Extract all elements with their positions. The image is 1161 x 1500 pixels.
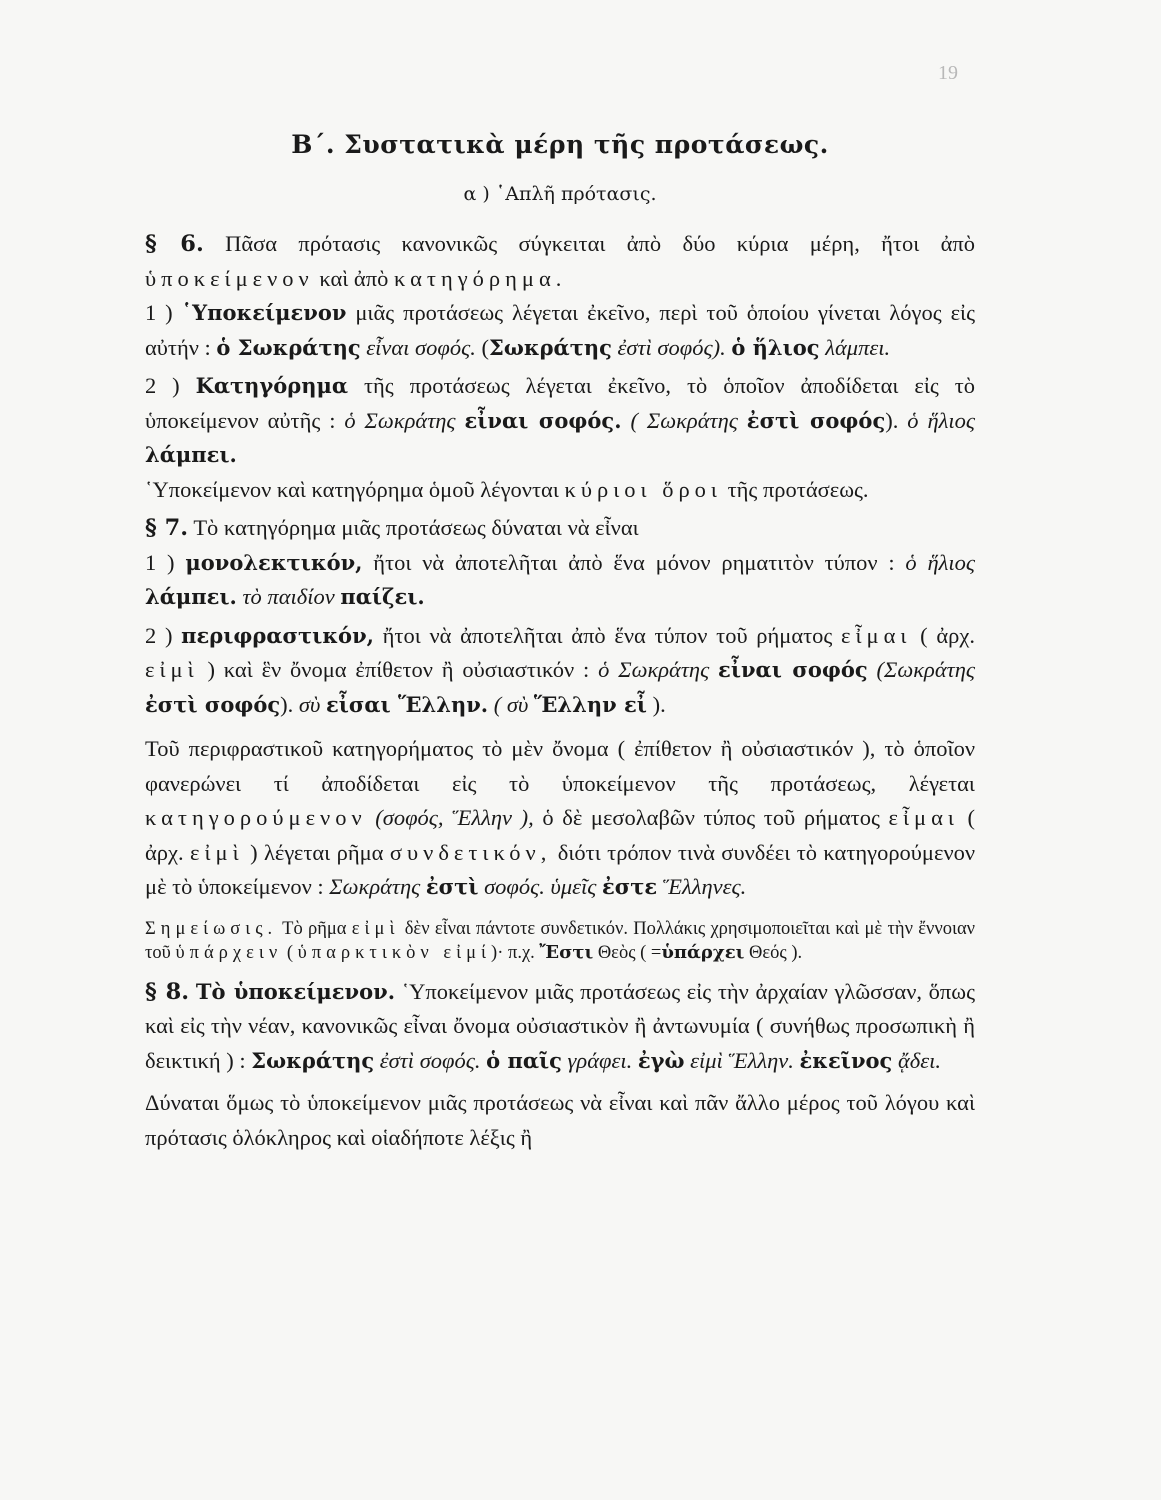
text: ( — [286, 942, 294, 963]
bold-example: εἶναι σοφός — [718, 657, 868, 682]
bold-example: ὁ ἥλιος — [731, 334, 820, 360]
italic-example: ( Σωκράτης — [630, 407, 738, 433]
section-mark: § 7. — [145, 515, 189, 541]
note-label: Σημείωσις. — [145, 918, 278, 939]
italic-example: ὁ Σωκράτης — [344, 407, 456, 433]
spaced-term: ὑπάρχειν — [175, 942, 283, 963]
italic-example: σὺ — [298, 691, 321, 717]
paragraph-section-6 — [145, 227, 975, 296]
page-number: 19 — [938, 62, 958, 84]
text: μιᾶς προτάσεως λέγεται ἐκεῖνο, περὶ τοῦ ὁποίου γίνεται λόγος εἰς αὐτήν : — [145, 300, 975, 360]
bold-example: εἶσαι Ἕλλην. — [325, 691, 489, 717]
bold-example: ἐκεῖνος — [799, 1047, 893, 1073]
italic-example: ( σὺ — [493, 691, 529, 717]
text: δὲν εἶναι πάντοτε συνδετικόν. Πολλάκις χρησιμοποιεῖται καὶ μὲ τὴν ἔννοιαν τοῦ — [145, 918, 975, 963]
text: ἤτοι νὰ ἀποτελῆται ἀπὸ ἕνα μόνον ρηματιτὸν τύπον : — [373, 549, 895, 575]
italic-example: ἐστὶ σοφός). — [617, 334, 726, 360]
bold-example: Σωκράτης — [488, 334, 612, 360]
spaced-term: ὑπαρκτικὸν εἰμί — [297, 942, 492, 963]
paragraph-main-terms — [145, 473, 975, 508]
spaced-term: κατηγορούμενον — [145, 805, 367, 830]
text: Τοῦ περιφραστικοῦ κατηγορήματος τὸ μὲν ὄνομα ( ἐπίθετον ἢ οὐσιαστικόν ), τὸ ὁποῖον φανερώνει τί ἀποδίδεται εἰς τὸ ὑποκείμενον τῆς προτάσεως, λέγεται — [145, 736, 975, 796]
note-paragraph — [145, 917, 975, 965]
text: ῾Υποκείμενον μιᾶς προτάσεως εἰς τὴν ἀρχαίαν γλῶσσαν, ὅπως καὶ εἰς τὴν νέαν, κανονικῶς εἶναι ὄνομα οὐσιαστικὸν ἢ ἀντωνυμία ( συνήθως προσωπικὴ ἢ δεικτική ) : — [145, 978, 975, 1073]
text: τῆς προτάσεως. — [727, 476, 869, 502]
text: διότι τρόπον τινὰ συνδέει τὸ κατηγορούμενον μὲ τὸ ὑποκείμενον : — [145, 839, 976, 899]
text: ἤτοι νὰ ἀποτελῆται ἀπὸ ἕνα τύπον τοῦ ρήματος — [382, 622, 833, 648]
text: ). — [652, 691, 666, 717]
bold-example: ἐστὶ — [425, 874, 479, 899]
text: ( — [481, 334, 489, 360]
text: ῾Υποκείμενον καὶ κατηγόρημα ὁμοῦ λέγονται — [145, 476, 559, 502]
text: ) λέγεται ρῆμα — [250, 839, 384, 865]
bold-example: ἐστὶ σοφός — [145, 691, 281, 717]
spaced-term: εἶμαι — [841, 622, 912, 648]
bold-example: ὁ παῖς — [486, 1047, 562, 1073]
italic-example: ᾄδει. — [897, 1047, 941, 1073]
bold-term: ῾Υποκείμενον — [181, 300, 347, 325]
italic-example: ὁ ἥλιος — [905, 549, 976, 575]
section-mark: § 6. — [145, 231, 204, 257]
bold-example: Σωκράτης — [251, 1047, 375, 1073]
italic-example: εἶναι σοφός. — [366, 334, 476, 360]
italic-example: (Σωκράτης — [876, 657, 976, 682]
paragraph-subject-definition — [145, 296, 975, 365]
text: ὁ δὲ μεσολαβῶν τύπος τοῦ ρήματος — [542, 805, 880, 830]
bold-example: ὁ Σωκράτης — [216, 334, 361, 360]
text: Τὸ ρῆμα — [282, 918, 347, 939]
bold-example: ἐστε — [602, 874, 658, 899]
text: ) καὶ ἓν ὄνομα ἐπίθετον ἢ οὐσιαστικόν : — [207, 657, 590, 682]
bold-example: παίζει. — [340, 584, 425, 609]
text: τῆς προτάσεως λέγεται ἐκεῖνο, τὸ ὁποῖον ἀποδίδεται εἰς τὸ ὑποκείμενον αὐτῆς : — [145, 373, 976, 433]
spaced-term: εἶμαι — [888, 805, 959, 830]
italic-example: λάμπει. — [825, 334, 891, 360]
paragraph-other-subjects — [145, 1086, 975, 1155]
item-number: 1 ) — [145, 549, 175, 575]
text: Θεὸς ( = — [597, 942, 662, 963]
paragraph-periphrastic-predicate — [145, 619, 975, 723]
bold-example: εἶναι σοφός. — [464, 407, 622, 433]
text: Θεός ). — [748, 942, 803, 963]
spaced-term: ὑποκείμενον — [145, 265, 314, 291]
text: Τὸ κατηγόρημα μιᾶς προτάσεως δύναται νὰ εἶναι — [193, 515, 639, 540]
paragraph-section-8 — [145, 975, 975, 1079]
italic-example: εἰμὶ Ἕλλην. — [690, 1047, 794, 1073]
bold-example: ἐγὼ — [637, 1047, 685, 1073]
spaced-term: εἰμὶ — [145, 657, 199, 682]
spaced-term: συνδετικόν, — [389, 839, 552, 865]
page-body — [145, 128, 975, 1155]
subsection-title: α ) ῾Απλῆ πρότασις. — [463, 182, 657, 205]
text: Δύναται ὅμως τὸ ὑποκείμενον μιᾶς προτάσεως νὰ εἶναι καὶ πᾶν ἄλλο μέρος τοῦ λόγου καὶ πρότασις ὁλόκληρος καὶ οἱαδήποτε λέξις ἢ — [145, 1090, 975, 1150]
paragraph-predicate-definition — [145, 369, 975, 473]
spaced-term: κατηγόρημα. — [393, 265, 567, 291]
paragraph-section-7 — [145, 511, 975, 546]
text: ( ἀρχ. — [145, 805, 976, 865]
item-number: 2 ) — [145, 622, 173, 648]
text: ( ἀρχ. — [920, 622, 975, 648]
section-title: Β΄. Συστατικὰ μέρη τῆς προτάσεως. — [291, 130, 829, 159]
bold-example: ἐστὶ σοφός — [746, 407, 886, 433]
bold-example: Ἔστι — [539, 941, 594, 963]
italic-example: γράφει. — [567, 1047, 633, 1073]
italic-example: Ἕλληνες. — [662, 874, 747, 899]
item-number: 1 ) — [145, 300, 173, 325]
paragraph-single-word-predicate — [145, 546, 975, 615]
spaced-term: κύριοι ὅροι — [564, 476, 722, 502]
bold-term: Κατηγόρημα — [195, 373, 349, 398]
section-mark: § 8. — [145, 978, 190, 1005]
bold-term: περιφραστικόν, — [181, 622, 374, 648]
italic-example: (σοφός, Ἕλλην ), — [375, 805, 534, 830]
italic-example: ὁ ἥλιος — [907, 407, 975, 433]
italic-example: τὸ παιδίον — [242, 584, 335, 609]
text: ). — [280, 691, 294, 717]
text: )· π.χ. — [491, 942, 535, 963]
section-heading: Τὸ ὑποκείμενον. — [195, 978, 396, 1004]
italic-example: ὁ Σωκράτης — [598, 657, 710, 682]
italic-example: σοφός. ὑμεῖς — [484, 874, 597, 899]
spaced-term: εἰμὶ — [351, 918, 400, 939]
paragraph-copula — [145, 732, 975, 905]
item-number: 2 ) — [145, 373, 180, 398]
italic-example: ἐστὶ σοφός. — [379, 1047, 481, 1073]
italic-example: Σωκράτης — [329, 874, 421, 899]
spaced-term: εἰμὶ — [190, 839, 244, 865]
bold-example: Ἕλλην εἶ — [533, 691, 647, 717]
bold-term: μονολεκτικόν, — [185, 549, 363, 575]
text: ). — [885, 407, 899, 433]
text: καὶ ἀπὸ — [319, 265, 389, 291]
bold-example: λάμπει. — [145, 442, 237, 467]
text: Πᾶσα πρότασις κανονικῶς σύγκειται ἀπὸ δύο κύρια μέρη, ἤτοι ἀπὸ — [225, 231, 975, 256]
bold-example: ὑπάρχει — [661, 941, 745, 963]
bold-example: λάμπει. — [145, 584, 237, 609]
